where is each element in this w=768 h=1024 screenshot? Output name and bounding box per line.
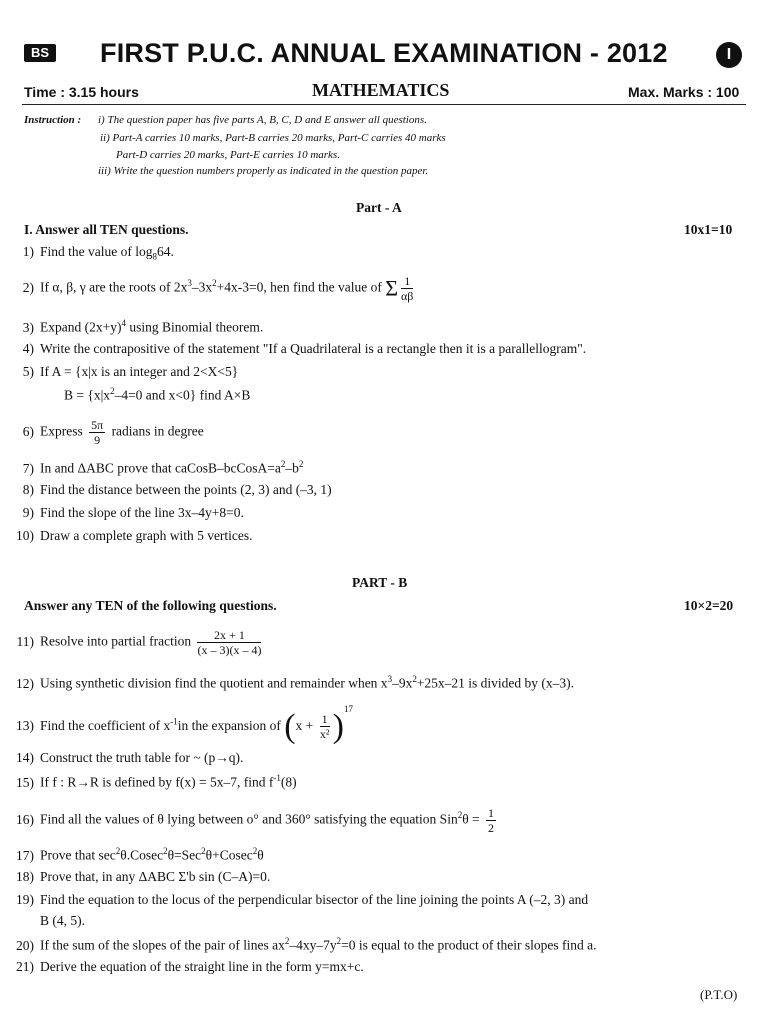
part-a-instruction: I. Answer all TEN questions. [24,222,189,237]
instruction-ii: ii) Part-A carries 10 marks, Part-B carries 20 marks, Part-C carries 40 marks [100,132,446,144]
paper-badge: I [716,42,742,68]
question-5: 5) If A = {x|x is an integer and 2<X<5} [22,364,239,379]
question-3: 3) Expand $(2x+y)^4$ using Binomial theorem. [22,318,264,335]
exam-title: FIRST P.U.C. ANNUAL EXAMINATION - 2012 [100,38,668,68]
question-19: 19) Find the equation to the locus of the perpendicular bisector of the line joining the points A (–2, 3) and [16,892,589,907]
sigma-symbol: Σ [385,275,398,301]
publisher-logo: BS [24,44,56,62]
question-8: 8) Find the distance between the points (2, 3) and (–3, 1) [22,482,332,497]
question-19-cont: B (4, 5). [40,913,85,928]
part-b-marks: 10×2=20 [684,598,734,613]
part-b-heading: PART - B [352,575,408,590]
instruction-i: i) The question paper has five parts A, B, C, D and E answer all questions. [98,114,427,126]
question-20: 20) If the sum of the slopes of the pair of lines $ax^2-4xy-7y^2=0$ is equal to the product of their slopes find a. [16,936,597,953]
question-12: 12) Using synthetic division find the quotient and remainder when $x^3-9x^2+25x-21$ is divided by (x–3). [16,674,575,691]
question-15: 15) If f : R→R is defined by f(x) = 5x–7, find $f^{-1}(8)$ [16,773,297,790]
question-18: 18) Prove that, in any ΔABC Σ'b sin (C–A)=0. [16,869,271,884]
instruction-iii: iii) Write the question numbers properly as indicated in the question paper. [98,165,429,177]
part-a-heading: Part - A [356,200,402,215]
question-17: 17) Prove that $\sec^2\theta.Cosec^2\theta=Sec^2\theta+Cosec^2\theta$ [16,846,264,863]
question-9: 9) Find the slope of the line 3x–4y+8=0. [22,505,244,520]
question-14: 14) Construct the truth table for ~ (p→q). [16,750,244,765]
question-4: 4) Write the contrapositive of the statement "If a Quadrilateral is a rectangle then it is a parallellogram". [22,341,587,356]
fraction-5pi-over-9: $\frac{5\pi}{9}$ [91,418,104,447]
question-11: 11) Resolve into partial fraction $\frac{2x + 1}{(x - 3)(x - 4)}$ [16,628,262,657]
question-10: 10) Draw a complete graph with 5 vertices. [16,528,253,543]
question-16: 16) Find all the values of θ lying between o° and 360° satisfying the equation Sin$^2$θ = $\frac{1}{2}$ [16,806,495,835]
fraction-partial: $\frac{2x + 1}{(x - 3)(x - 4)}$ [197,628,262,657]
fraction-1-over-x2: $\frac{1}{\text{x²}}$ [319,712,330,742]
instruction-label: Instruction : [24,114,82,126]
fraction-1-over-alpha-beta: $\frac{1}{\alpha\beta}$ [401,274,414,303]
subject-title: MATHEMATICS [312,80,450,100]
fraction-1-over-2: $\frac{1}{2}$ [488,806,495,835]
question-21: 21) Derive the equation of the straight line in the form y=mx+c. [16,959,364,974]
exam-time: Time : 3.15 hours [24,84,139,100]
question-1: 1) Find the value of $\log_864$. [22,244,174,262]
page-turn-note: (P.T.O) [700,987,738,1002]
part-a-marks: 10x1=10 [684,222,733,237]
question-7: 7) In and ΔABC prove that caCosB–$bcCosA=a^2-b^2$ [22,459,304,476]
max-marks: Max. Marks : 100 [628,84,740,100]
question-2: 2) If α, β, γ are the roots of $2x^3-3x^2+4x-3=0$, hen find the value of Σ $\frac{1}{\alpha\beta}$ [22,274,414,303]
part-b-instruction: Answer any TEN of the following questions. [24,598,277,613]
instruction-ii-cont: Part-D carries 20 marks, Part-E carries 10 marks. [116,149,340,161]
question-13: 13) Find the coefficient of $x^{-1}in$ the expansion of (x + $\frac{1}{\text{x²}}$ )$^{17}$ [16,704,353,745]
header-divider [22,104,746,105]
question-6: 6) Express $\frac{5\pi}{9}$ radians in degree [22,418,204,447]
question-5-set-b: $B = \{x|x^2-4=0$ and x<0} find A×B [64,386,251,403]
